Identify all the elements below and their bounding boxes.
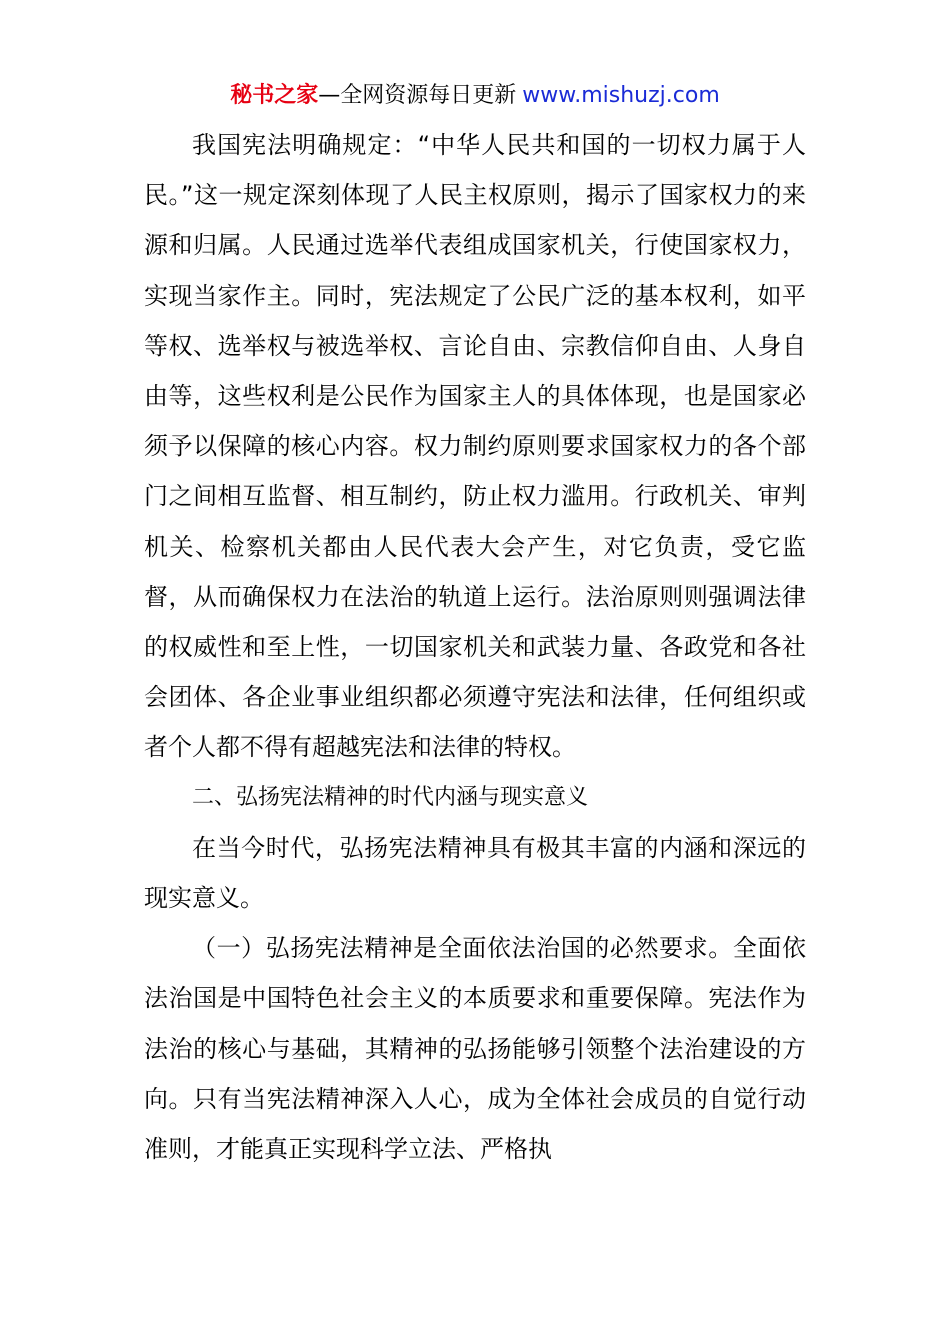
body-paragraph: 在当今时代，弘扬宪法精神具有极其丰富的内涵和深远的现实意义。 bbox=[144, 833, 806, 913]
brand-name: 秘书之家 bbox=[230, 83, 319, 108]
section-heading: 二、弘扬宪法精神的时代内涵与现实意义 bbox=[192, 784, 589, 810]
site-header bbox=[0, 80, 950, 112]
document-body bbox=[144, 120, 806, 1174]
body-paragraph: （一）弘扬宪法精神是全面依法治国的必然要求。全面依法治国是中国特色社会主义的本质要求和重要保障。宪法作为法治的核心与基础，其精神的弘扬能够引领整个法治建设的方向。只有当宪法精神深入人心，成为全体社会成员的自觉行动准则，才能真正实现科学立法、严格执 bbox=[144, 934, 806, 1164]
site-url-link[interactable]: www.mishuzj.com bbox=[522, 83, 720, 108]
header-tagline: —全网资源每日更新 bbox=[318, 83, 517, 108]
body-paragraph: 我国宪法明确规定：“中华人民共和国的一切权力属于人民。”这一规定深刻体现了人民主权原则，揭示了国家权力的来源和归属。人民通过选举代表组成国家机关，行使国家权力，实现当家作主。同时，宪法规定了公民广泛的基本权利，如平等权、选举权与被选举权、言论自由、宗教信仰自由、人身自由等，这些权利是公民作为国家主人的具体体现，也是国家必须予以保障的核心内容。权力制约原则要求国家权力的各个部门之间相互监督、相互制约，防止权力滥用。行政机关、审判机关、检察机关都由人民代表大会产生，对它负责，受它监督，从而确保权力在法治的轨道上运行。法治原则则强调法律的权威性和至上性，一切国家机关和武装力量、各政党和各社会团体、各企业事业组织都必须遵守宪法和法律，任何组织或者个人都不得有超越宪法和法律的特权。 bbox=[144, 131, 806, 762]
